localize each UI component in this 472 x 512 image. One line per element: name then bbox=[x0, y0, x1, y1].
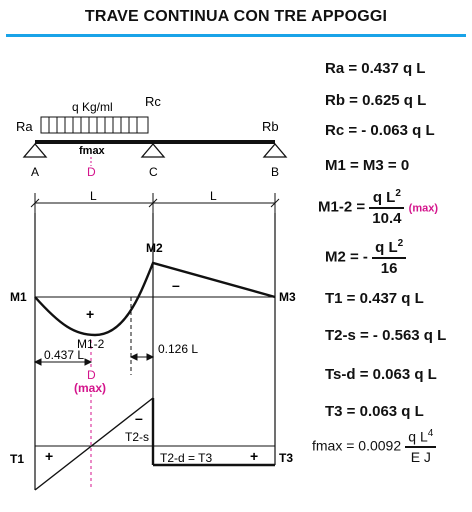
node-b-label: B bbox=[271, 165, 280, 179]
moment-sign-negative: – bbox=[172, 277, 180, 293]
shear-sign-positive-left: + bbox=[45, 448, 54, 464]
m3-label: M3 bbox=[279, 290, 296, 304]
supports bbox=[24, 144, 286, 157]
m12-label: M1-2 bbox=[77, 337, 105, 351]
formula-fmax-exp: 4 bbox=[427, 428, 434, 439]
distributed-load bbox=[41, 117, 148, 133]
dim-left-label: 0.437 L bbox=[44, 348, 85, 362]
span-1-label: L bbox=[90, 189, 97, 203]
formula-t1: T1 = 0.437 q L bbox=[325, 290, 424, 307]
shear-sign-negative: – bbox=[135, 410, 143, 426]
m2-label: M2 bbox=[146, 241, 163, 255]
span-2-label: L bbox=[210, 189, 217, 203]
moment-curve bbox=[35, 263, 275, 335]
reaction-c-label: Rc bbox=[145, 94, 161, 109]
formula-m2-num: q L bbox=[375, 239, 398, 256]
formula-fmax-num: q L bbox=[408, 428, 428, 445]
t2s-label: T2-s bbox=[125, 430, 149, 444]
formula-fmax-den: E J bbox=[410, 448, 431, 465]
page-title: TRAVE CONTINUA CON TRE APPOGGI bbox=[84, 8, 388, 25]
formula-m12-num: q L bbox=[372, 189, 396, 206]
formula-t3: T3 = 0.063 q L bbox=[325, 403, 424, 420]
point-d-beam: D bbox=[87, 165, 96, 179]
formula-m2-den: 16 bbox=[380, 260, 398, 277]
span-dimension bbox=[31, 193, 279, 213]
load-hatching bbox=[49, 117, 137, 133]
formula-m2 bbox=[325, 238, 406, 277]
formula-fmax-fraction bbox=[405, 428, 436, 465]
formula-m12 bbox=[318, 188, 438, 227]
node-a-label: A bbox=[31, 165, 40, 179]
m1-label: M1 bbox=[10, 290, 27, 304]
load-label: q Kg/ml bbox=[72, 100, 113, 114]
formula-m12-fraction bbox=[369, 188, 404, 227]
formula-m2-lhs: M2 = - bbox=[325, 248, 368, 266]
node-c-label: C bbox=[149, 165, 158, 179]
formula-m12-note: (max) bbox=[408, 202, 438, 215]
formula-m12-den: 10.4 bbox=[372, 210, 402, 227]
formula-fmax-lhs: fmax = 0.0092 bbox=[312, 437, 402, 454]
max-note: (max) bbox=[74, 381, 107, 395]
formula-rc: Rc = - 0.063 q L bbox=[325, 122, 435, 139]
formula-t2s: T2-s = - 0.563 q L bbox=[325, 327, 447, 344]
support-a bbox=[24, 144, 46, 157]
fmax-label: fmax bbox=[79, 145, 105, 157]
support-c bbox=[142, 144, 164, 157]
formula-m2-exp: 2 bbox=[397, 238, 404, 249]
t3-label: T3 bbox=[279, 451, 294, 465]
formula-m12-exp: 2 bbox=[395, 188, 401, 199]
formula-m2-fraction bbox=[372, 238, 406, 277]
t1-label: T1 bbox=[10, 452, 25, 466]
t2d-label: T2-d = T3 bbox=[160, 451, 213, 465]
formula-m12-lhs: M1-2 = bbox=[318, 198, 366, 216]
formula-m1m3: M1 = M3 = 0 bbox=[325, 157, 410, 174]
formula-rb: Rb = 0.625 q L bbox=[325, 92, 427, 109]
point-d-moment: D bbox=[87, 368, 96, 382]
dim-right-label: 0.126 L bbox=[158, 342, 199, 356]
support-b bbox=[264, 144, 286, 157]
reaction-b-label: Rb bbox=[262, 119, 279, 134]
moment-sign-positive: + bbox=[86, 306, 95, 322]
formula-tsd: Ts-d = 0.063 q L bbox=[325, 366, 437, 383]
reaction-a-label: Ra bbox=[16, 119, 33, 134]
formula-fmax bbox=[312, 428, 436, 465]
shear-sign-positive-right: + bbox=[250, 448, 259, 464]
formula-ra: Ra = 0.437 q L bbox=[325, 60, 426, 77]
